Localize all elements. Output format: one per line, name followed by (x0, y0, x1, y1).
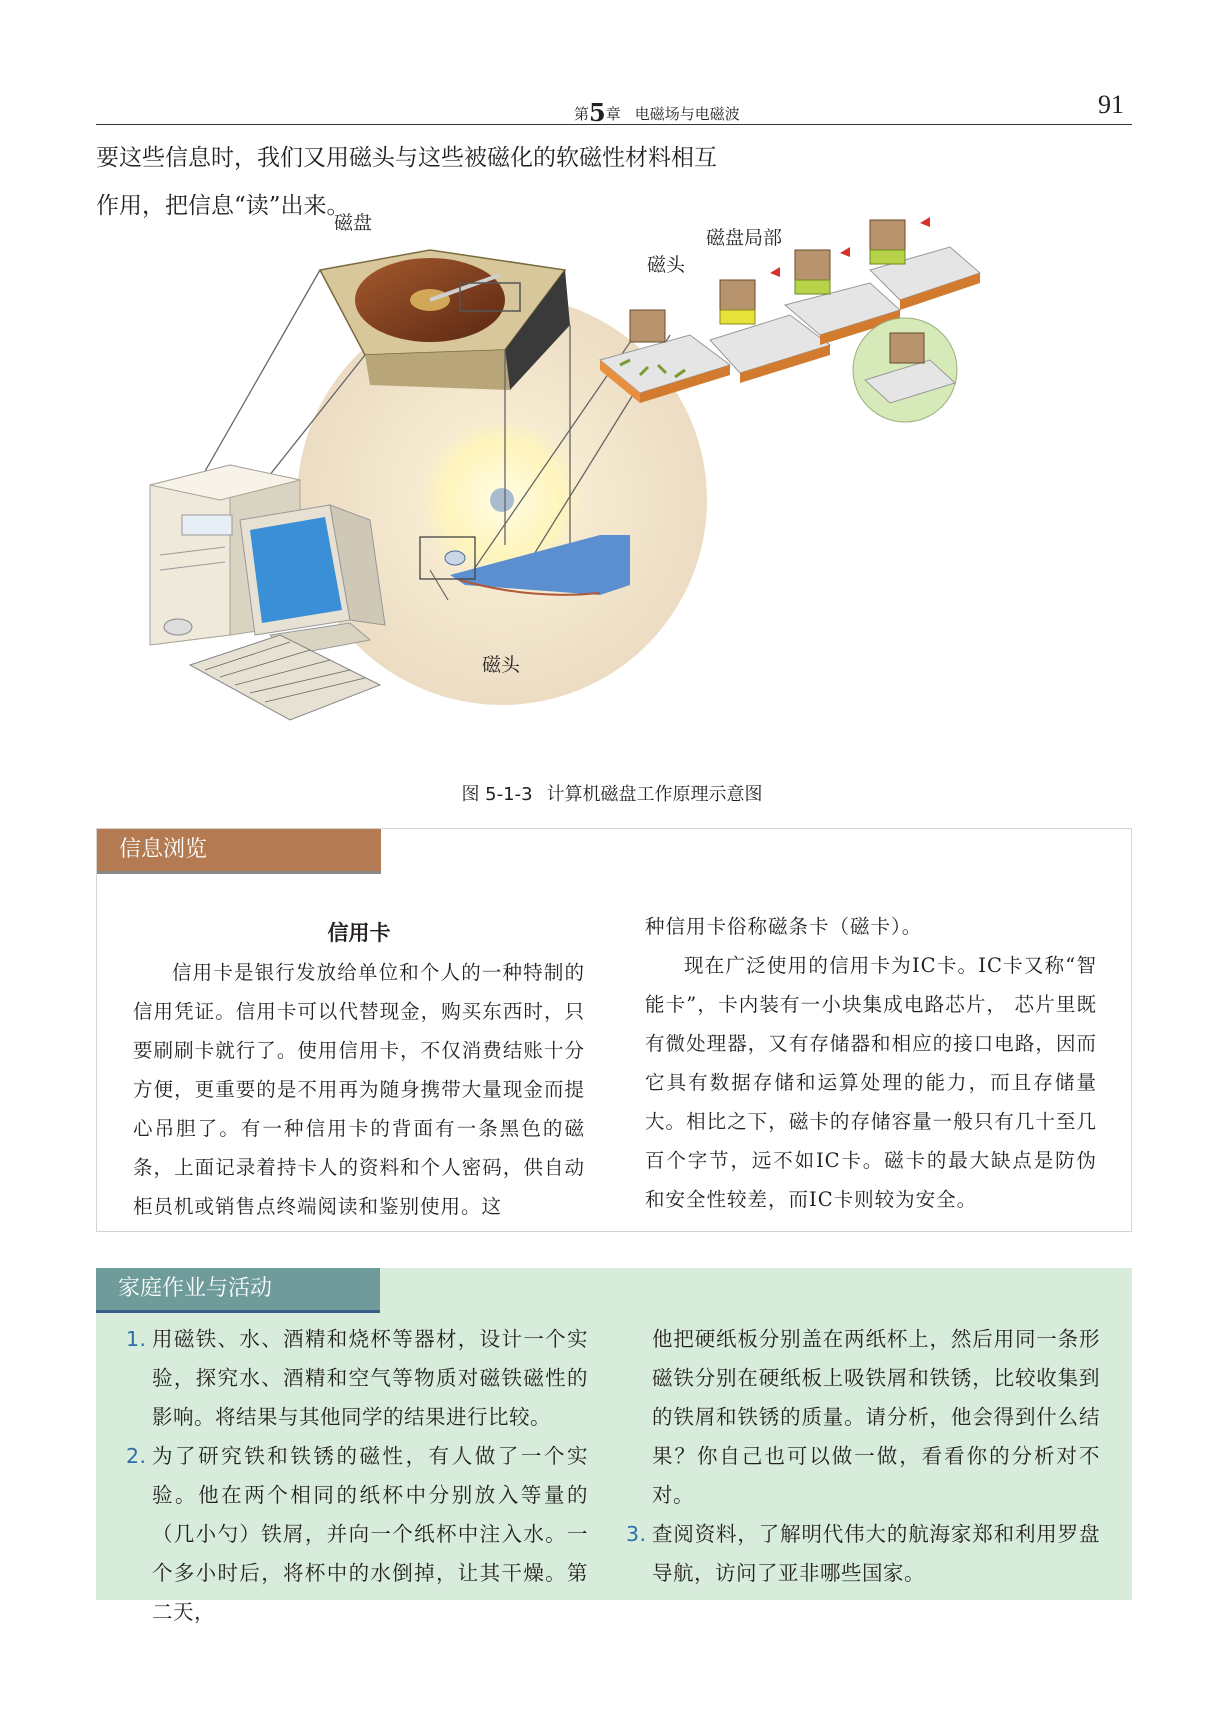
label-head-top: 磁头 (647, 254, 686, 276)
info-left-column (133, 913, 585, 1226)
credit-card-para-1: 信用卡是银行发放给单位和个人的一种特制的信用凭证。信用卡可以代替现金，购买东西时，只要刷刷卡就行了。使用信用卡，不仅消费结账十分方便，更重要的是不用再为随身携带大量现金而提心吊胆了。有一种信用卡的背面有一条黑色的磁条，上面记录着持卡人的资料和个人密码，供自动柜员机或销售点终端阅读和鉴别使用。这 (133, 961, 585, 1218)
item-3-text: 查阅资料，了解明代伟大的航海家郑和利用罗盘导航，访问了亚非哪些国家。 (652, 1522, 1100, 1585)
item-1-text: 用磁铁、水、酒精和烧杯等器材，设计一个实验，探究水、酒精和空气等物质对磁铁磁性的影响。将结果与其他同学的结果进行比较。 (152, 1327, 588, 1429)
homework-item-2 (126, 1437, 588, 1632)
credit-card-para-cont: 种信用卡俗称磁条卡（磁卡）。 (645, 915, 923, 938)
credit-card-title: 信用卡 (327, 921, 391, 945)
item-2-number: 2. (126, 1444, 147, 1468)
chapter-suffix: 章 (605, 105, 621, 123)
item-2-text-left: 为了研究铁和铁锈的磁性，有人做了一个实验。他在两个相同的纸杯中分别放入等量的（几小勺）铁屑，并向一个纸杯中注入水。一个多小时后，将杯中的水倒掉，让其干燥。第二天， (152, 1444, 588, 1624)
info-browse-tab: 信息浏览 (97, 829, 381, 874)
caption-number: 图 5-1-3 (461, 784, 533, 805)
homework-left-column (126, 1320, 588, 1632)
intro-line-1: 要这些信息时，我们又用磁头与这些被磁化的软磁性材料相互 (96, 145, 717, 171)
chapter-heading (574, 98, 740, 127)
figure-caption (0, 780, 1224, 806)
disk-diagram-figure (130, 212, 1090, 795)
homework-item-1 (126, 1320, 588, 1437)
page-number: 91 (1098, 90, 1124, 119)
disk-spindle (490, 488, 514, 512)
homework-item-3 (626, 1515, 1100, 1593)
homework-tab: 家庭作业与活动 (96, 1268, 380, 1313)
chapter-number: 5 (589, 98, 606, 127)
label-disk: 磁盘 (334, 212, 373, 234)
homework-box (96, 1268, 1132, 1624)
homework-right-column (626, 1320, 1100, 1593)
item-2-text-right: 他把硬纸板分别盖在两纸杯上，然后用同一条形磁铁分别在硬纸板上吸铁屑和铁锈，比较收集到的铁屑和铁锈的质量。请分析，他会得到什么结果？你自己也可以做一做，看看你的分析对不对。 (652, 1327, 1100, 1507)
item-3-number: 3. (626, 1522, 647, 1546)
disk-section-detail (600, 217, 980, 422)
info-right-column (645, 907, 1097, 1219)
item-1-number: 1. (126, 1327, 147, 1351)
label-head-bottom: 磁头 (482, 654, 521, 676)
caption-text: 计算机磁盘工作原理示意图 (546, 784, 763, 805)
intro-line-2: 作用，把信息“读”出来。 (96, 193, 350, 219)
info-browse-box (96, 828, 1132, 1232)
page-header (96, 90, 1132, 127)
label-disk-part: 磁盘局部 (706, 227, 783, 249)
credit-card-para-2: 现在广泛使用的信用卡为IC卡。IC卡又称“智能卡”，卡内装有一小块集成电路芯片， 芯片里既有微处理器，又有存储器和相应的接口电路，因而它具有数据存储和运算处理的能力，而且存储量大。相比之下，磁卡的存储容量一般只有几十至几百个字节，远不如IC卡。磁卡的最大缺点是防伪和安全性较差，而IC卡则较为安全。 (645, 954, 1097, 1211)
chapter-prefix: 第 (574, 105, 590, 123)
disk-diagram-illustration (130, 215, 1090, 775)
chapter-title: 电磁场与电磁波 (634, 105, 740, 123)
